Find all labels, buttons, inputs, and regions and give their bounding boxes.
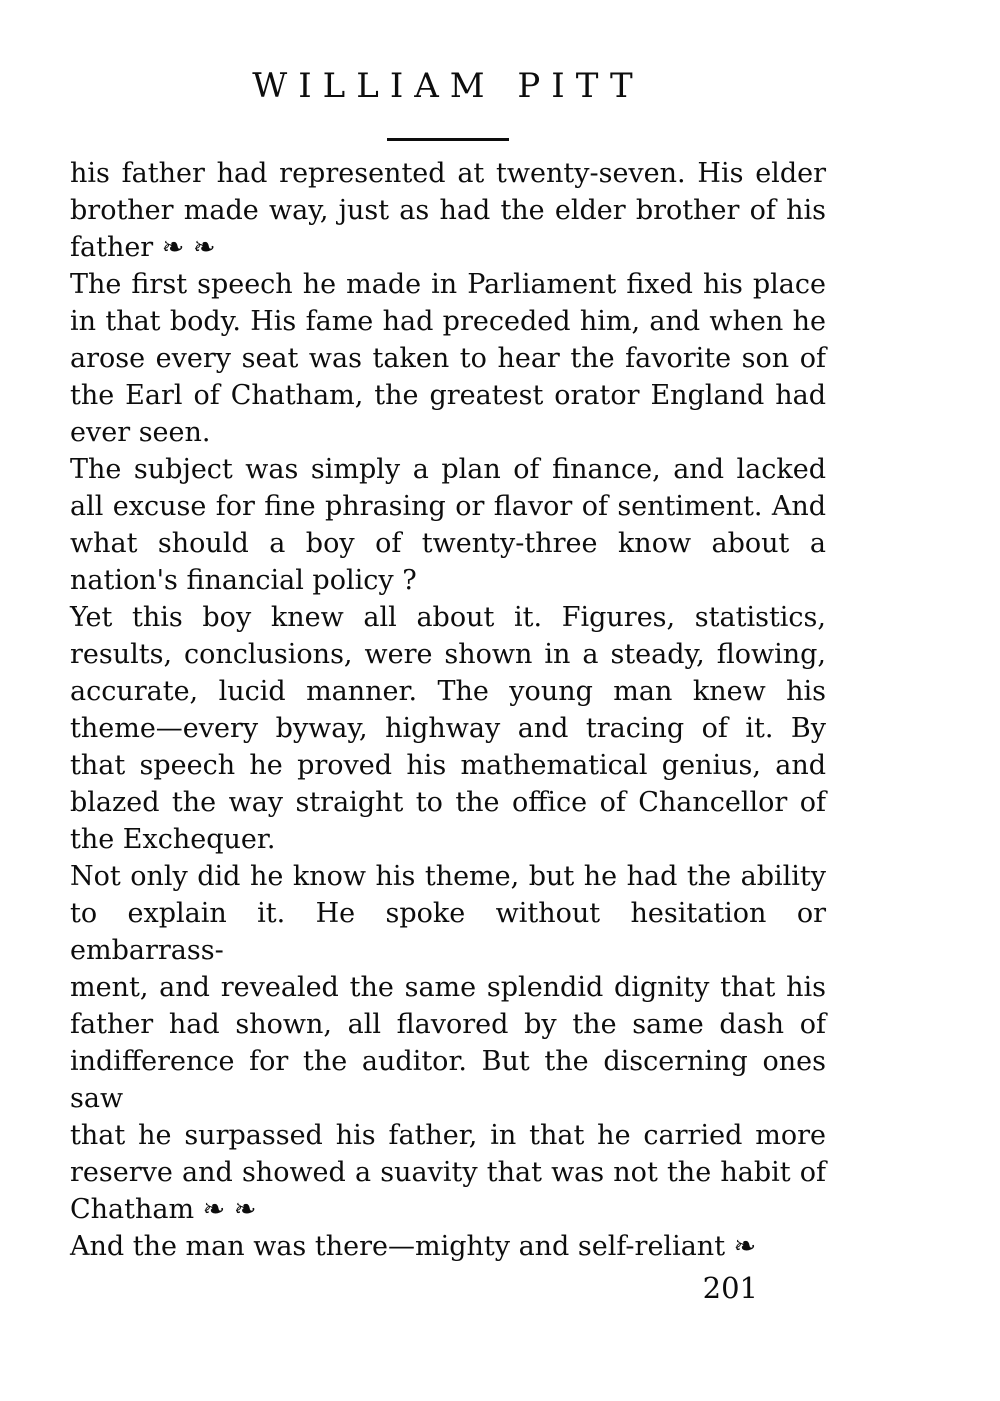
text-line: nation's financial policy ? xyxy=(70,565,417,596)
page-number: 201 xyxy=(702,1271,758,1305)
text-line: what should a boy of twenty-three know about a xyxy=(70,528,826,559)
text-line: Chatham ❧ ❧ xyxy=(70,1194,257,1225)
text-line: The subject was simply a plan of finance, and lacked xyxy=(70,454,826,485)
text-line: that he surpassed his father, in that he carried more xyxy=(70,1120,826,1151)
text-line: father had shown, all flavored by the same dash of xyxy=(70,1009,826,1040)
paragraph xyxy=(70,266,826,451)
text-column xyxy=(70,62,826,1307)
text-line: reserve and showed a suavity that was not the habit of xyxy=(70,1157,826,1188)
text-line: in that body. His fame had preceded him, and when he xyxy=(70,306,826,337)
paragraph xyxy=(70,858,826,1228)
text-line: father ❧ ❧ xyxy=(70,232,216,263)
text-line: the Earl of Chatham, the greatest orator England had xyxy=(70,380,826,411)
text-line: results, conclusions, were shown in a steady, flowing, xyxy=(70,639,826,670)
book-page xyxy=(0,62,1000,1401)
paragraph xyxy=(70,599,826,858)
text-line: all excuse for fine phrasing or flavor of sentiment. And xyxy=(70,491,826,522)
text-line: his father had represented at twenty-seven. His elder xyxy=(70,158,826,189)
text-line: ment, and revealed the same splendid dignity that his xyxy=(70,972,826,1003)
text-line: Not only did he know his theme, but he had the ability xyxy=(70,861,826,892)
text-line: blazed the way straight to the office of Chancellor of xyxy=(70,787,826,818)
text-line: the Exchequer. xyxy=(70,824,276,855)
text-line: Yet this boy knew all about it. Figures, statistics, xyxy=(70,602,826,633)
text-line: accurate, lucid manner. The young man knew his xyxy=(70,676,826,707)
text-line: ever seen. xyxy=(70,417,211,448)
text-line: indifference for the auditor. But the discerning ones saw xyxy=(70,1046,826,1114)
text-line: to explain it. He spoke without hesitation or embarrass- xyxy=(70,898,826,966)
paragraph xyxy=(70,1228,826,1265)
text-line: brother made way, just as had the elder brother of his xyxy=(70,195,826,226)
text-line: arose every seat was taken to hear the favorite son of xyxy=(70,343,826,374)
text-line: The first speech he made in Parliament fixed his place xyxy=(70,269,826,300)
paragraph xyxy=(70,155,826,266)
title-divider-rule xyxy=(387,138,509,141)
text-line: that speech he proved his mathematical genius, and xyxy=(70,750,826,781)
text-line: And the man was there—mighty and self-reliant ❧ xyxy=(70,1231,757,1262)
paragraph xyxy=(70,451,826,599)
text-line: theme—every byway, highway and tracing of it. By xyxy=(70,713,826,744)
body-text xyxy=(70,155,826,1265)
page-title: WILLIAM PITT xyxy=(252,66,644,106)
